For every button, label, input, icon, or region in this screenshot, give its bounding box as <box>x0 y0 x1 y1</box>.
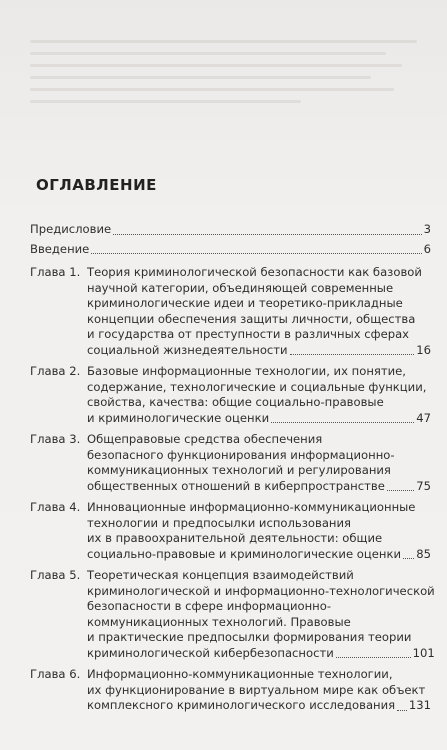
page-title: ОГЛАВЛЕНИЕ <box>36 176 157 194</box>
toc-chapter-entry <box>30 364 431 426</box>
chapter-title-line: социально-правовые и криминологические оценки <box>87 546 402 561</box>
chapter-title-line: и практические предпосылки формирования теории <box>87 630 412 644</box>
chapter-title-line: общественных отношений в киберпространстве <box>87 478 385 493</box>
toc-entry-preface <box>30 222 431 238</box>
toc-chapter-entry <box>30 500 431 562</box>
toc-page-number: 3 <box>423 222 431 236</box>
leader-dots <box>290 354 415 355</box>
leader-dots <box>113 234 421 235</box>
chapter-title-last-line <box>87 343 431 359</box>
leader-dots <box>271 422 414 423</box>
chapter-title <box>87 667 431 714</box>
leader-dots <box>336 657 411 658</box>
chapter-title-line: безопасного функционирования информационно- <box>87 447 395 462</box>
leader-dots <box>387 490 414 491</box>
toc-chapter-entry <box>30 265 431 358</box>
toc-chapter-entry <box>30 667 431 714</box>
chapter-title-line: Базовые информационные технологии, их понятие, <box>87 364 406 378</box>
chapter-title-line: криминологические идеи и теоретико-прикладные <box>87 296 403 310</box>
chapter-title-line: комплексного криминологического исследования <box>87 698 396 712</box>
chapter-number: Глава 2. <box>30 364 81 378</box>
chapter-title-line: Информационно-коммуникационные технологии, <box>87 667 393 681</box>
chapter-title-line: криминологической кибербезопасности <box>87 645 334 660</box>
chapter-title-line: и государства от преступности в различных сферах <box>87 327 410 341</box>
chapter-title-line: социальной жизнедеятельности <box>87 342 288 357</box>
chapter-title-last-line <box>87 698 431 714</box>
leader-dots <box>403 558 414 559</box>
toc-chapter-entry <box>30 432 431 494</box>
toc-entry-introduction <box>30 242 431 258</box>
toc-page-number: 101 <box>412 645 435 660</box>
toc-entry-label: Введение <box>30 241 90 256</box>
bleed-through-text <box>30 40 417 120</box>
chapter-number: Глава 5. <box>30 568 81 582</box>
chapter-title-line: и криминологические оценки <box>87 410 270 425</box>
chapter-title <box>87 500 431 562</box>
chapter-list <box>30 265 435 714</box>
toc-entry-label: Предисловие <box>30 222 112 236</box>
toc-page-number: 6 <box>423 241 431 256</box>
leader-dots <box>397 710 407 711</box>
chapter-title <box>87 568 435 661</box>
chapter-title-line: Общеправовые средства обеспечения <box>87 432 323 446</box>
chapter-number: Глава 1. <box>30 265 81 279</box>
chapter-number: Глава 3. <box>30 432 81 446</box>
toc-page-number: 85 <box>416 546 431 561</box>
chapter-title-line: безопасности в сфере информационно- <box>87 599 332 613</box>
chapter-number: Глава 6. <box>30 667 81 681</box>
chapter-title-last-line <box>87 547 431 563</box>
chapter-number: Глава 4. <box>30 500 81 514</box>
chapter-title-line: Теоретическая концепция взаимодействий <box>87 568 354 582</box>
chapter-title-line: технологии и предпосылки использования <box>87 515 352 530</box>
chapter-title-line: Теория криминологической безопасности как базовой <box>87 265 422 279</box>
chapter-title-line: содержание, технологические и социальные функции, <box>87 379 427 394</box>
chapter-title-line: коммуникационных технологий. Правовые <box>87 614 351 629</box>
chapter-title-line: свойства, качества: общие социально-правовые <box>87 395 384 409</box>
toc-chapter-entry <box>30 568 435 661</box>
chapter-title-last-line <box>87 479 431 495</box>
chapter-title <box>87 432 431 494</box>
chapter-title-line: их в правоохранительной деятельности: общие <box>87 531 383 545</box>
toc-page-number: 75 <box>416 478 431 493</box>
chapter-title-line: концепции обеспечения защиты личности, общества <box>87 311 416 326</box>
chapter-title-last-line <box>87 411 431 427</box>
leader-dots <box>91 253 421 254</box>
chapter-title-last-line <box>87 646 435 662</box>
chapter-title-line: Инновационные информационно-коммуникационные <box>87 500 416 514</box>
chapter-title-line: их функционирование в виртуальном мире как объект <box>87 682 426 697</box>
table-of-contents <box>30 222 435 720</box>
chapter-title <box>87 265 431 358</box>
chapter-title-line: коммуникационных технологий и регулирования <box>87 463 391 477</box>
toc-page-number: 47 <box>416 410 431 425</box>
chapter-title <box>87 364 431 426</box>
toc-page-number: 16 <box>416 342 431 357</box>
chapter-title-line: криминологической и информационно-технологической <box>87 583 435 598</box>
chapter-title-line: научной категории, объединяющей современные <box>87 280 394 295</box>
toc-page-number: 131 <box>408 698 431 712</box>
